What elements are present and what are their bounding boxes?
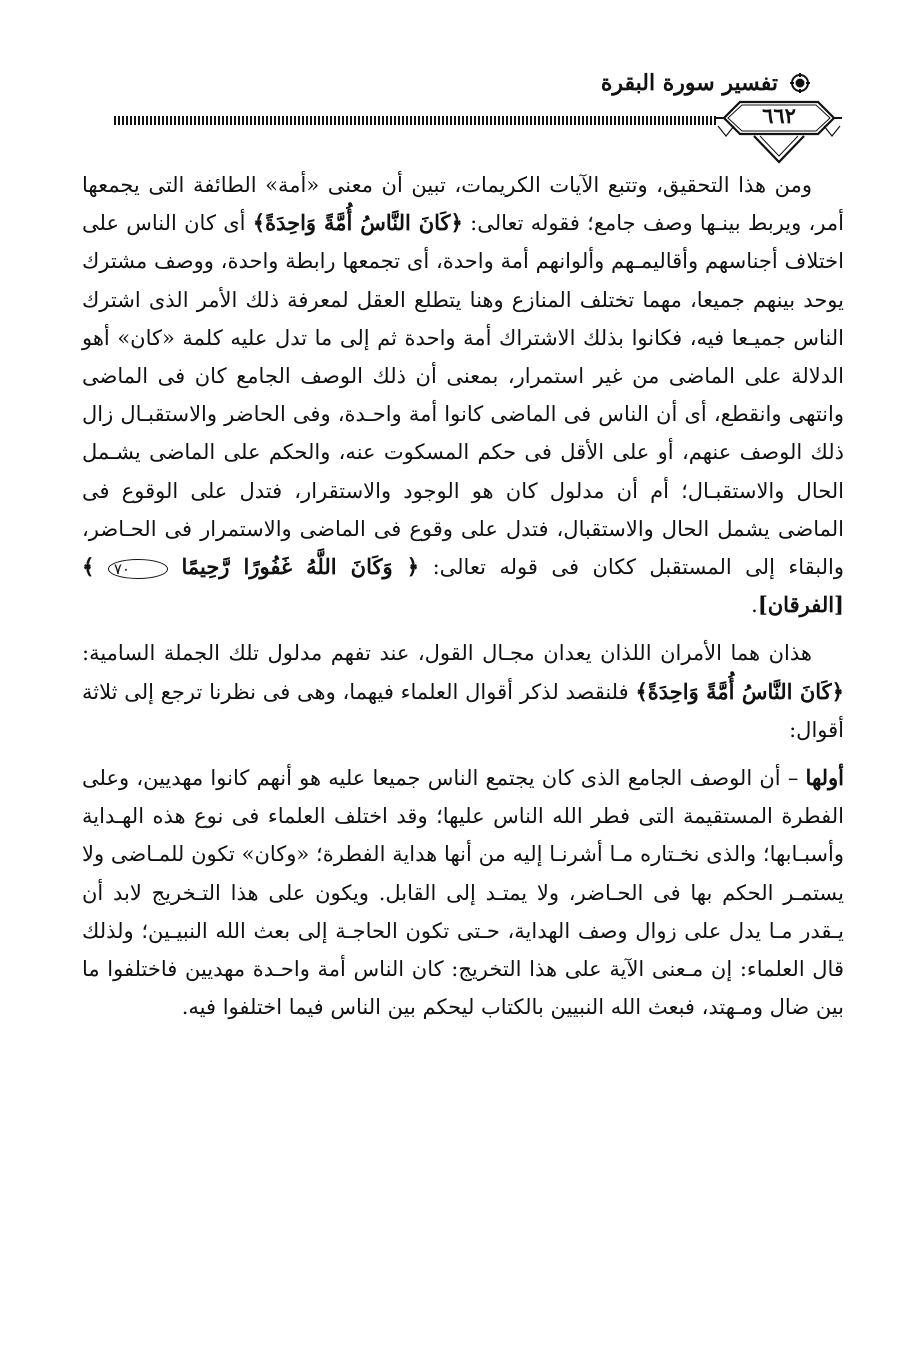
page-number-frame — [716, 96, 842, 166]
surah-reference: [الفرقان] — [757, 592, 844, 618]
paragraph-1 — [82, 166, 844, 624]
quran-quote: ﴿كَانَ النَّاسُ أُمَّةً وَاحِدَةً﴾ — [252, 210, 463, 236]
page-number: ٦٦٢ — [762, 103, 796, 128]
paragraph-lead: أولها — [805, 765, 844, 791]
paragraph-2 — [82, 634, 844, 749]
running-title-text: تفسير سورة البقرة — [600, 70, 778, 96]
body-text — [82, 166, 844, 1036]
quote-close: ﴾ — [82, 554, 95, 580]
header-rule — [114, 116, 718, 125]
p1-text-b: أى كان الناس على اختلاف أجناسهم وأقاليمـهم وألوانهم أمة واحدة، أى تجمعها رابطة واحدة، ووصف مشترك يوحد بينهم جميعا، مهما تختلف المنازع وهنا يتطلع العقل لمعرفة ذلك الأمر الذى اشترك الناس جميـعا فيه، فكانوا بذلك الاشتراك أمة واحدة ثم إلى ما تدل عليه كلمة «كان» أهو الدلالة على الماضى من غير استمرار، بمعنى أن ذلك الوصف الجامع كان فى الماضى وانتهى وانقطع، أى أن الناس فى الماضى كانوا أمة واحـدة، وفى الحاضر والاستقبـال زال ذلك الوصف عنهم، أو على الأقل فى حكم المسكوت عنه، والحكم على الماضى يشـمل الحال والاستقبـال؛ أم أن مدلول كان هو الوجود والاستقرار، فتدل على الوقوع فى الماضى يشمل الحال والاستقبال، فتدل على وقوع فى الماضى والاستمرار فى الحـاضر، والبقاء إلى المستقبل ككان فى قوله تعالى: — [82, 211, 844, 580]
running-header — [601, 70, 810, 96]
p3-text: – أن الوصف الجامع الذى كان يجتمع الناس جميعا عليه هو أنهم كانوا مهديين، وعلى الفطرة المستقيمة التى فطر الله الناس عليها؛ وقد اختلف العلماء فى نوع هذه الهـداية وأسبـابها؛ والذى نخـتاره مـا أشرنـا إليه من أنها هداية الفطرة؛ «وكان» تكون للمـاضى ولا يستمـر الحكم بها فى الحـاضر، ولا يمتـد إلى القابل. ويكون على هذا التـخريج لابد أن يـقدر مـا يدل على زوال وصف الهداية، حـتى تكون الحاجـة إلى بعث الله النبيـين؛ ولذلك قال العلماء: إن مـعنى الآية على هذا التخريج: كان الناس أمة واحـدة مهديين فاختلفوا ما بين ضال ومـهتد، فبعث الله النبيين بالكتاب ليحكم بين الناس فيما اختلفوا فيه. — [82, 766, 844, 1020]
paragraph-3 — [82, 759, 844, 1026]
ornament-icon — [790, 73, 810, 93]
p2-text-b: فلنقصد لذكر أقوال العلماء فيهما، وهى فى نظرنا ترجع إلى ثلاثة أقوال: — [82, 679, 844, 742]
p1-end: . — [751, 593, 758, 618]
quran-quote: ﴿ وَكَانَ اللَّهُ غَفُورًا رَّحِيمًا — [181, 554, 420, 580]
quran-quote: ﴿كَانَ النَّاسُ أُمَّةً وَاحِدَةً﴾ — [635, 678, 844, 704]
p2-text-a: هذان هما الأمران اللذان يعدان مجـال القول، عند تفهم مدلول تلك الجملة السامية: — [82, 641, 812, 666]
verse-number-mark: ٧٠ — [108, 559, 168, 579]
p1-text-a: ومن هذا التحقيق، وتتبع الآيات الكريمات، تبين أن معنى «أمة» الطائفة التى يجمعها أمر، ويربط بينـها وصف جامع؛ فقوله تعالى: — [82, 173, 844, 236]
